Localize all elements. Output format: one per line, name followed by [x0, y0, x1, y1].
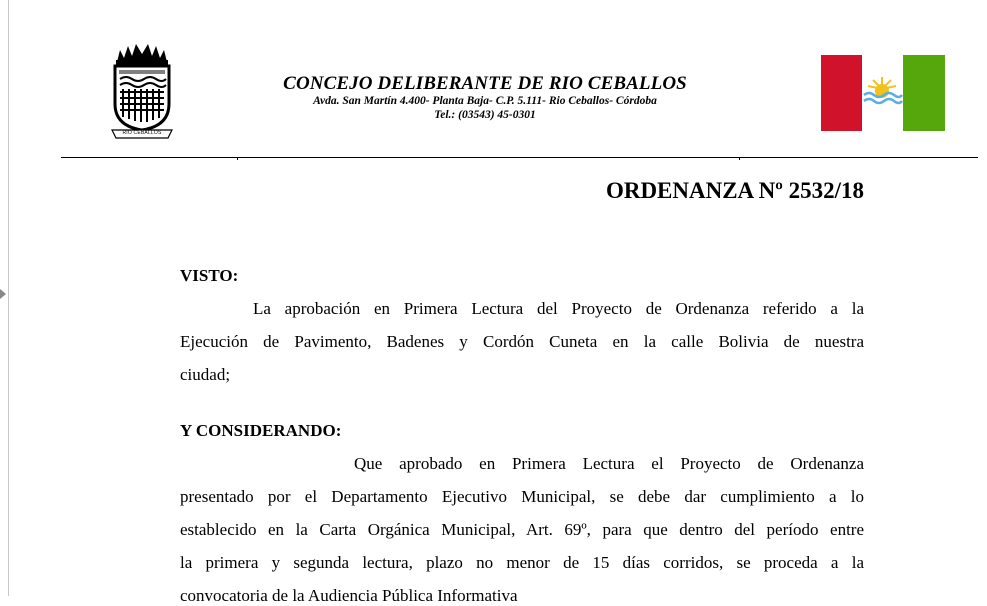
page-left-border	[8, 0, 9, 596]
considerando-line: la primera y segunda lectura, plazo no menor de 15 días corridos, se proceda a la	[180, 553, 864, 572]
visto-line: Ejecución de Pavimento, Badenes y Cordón Cuneta en la calle Bolivia de nuestra	[180, 332, 864, 351]
org-address: Avda. San Martín 4.400- Planta Baja- C.P. 5.111- Rio Ceballos- Córdoba	[313, 95, 657, 107]
considerando-line: Que aprobado en Primera Lectura el Proyecto de Ordenanza	[354, 454, 864, 473]
ruler-tick	[237, 157, 238, 160]
visto-heading: VISTO:	[180, 266, 239, 285]
visto-line: ciudad;	[180, 365, 231, 384]
scroll-arrow-icon[interactable]	[0, 289, 6, 299]
considerando-heading: Y CONSIDERANDO:	[180, 421, 342, 440]
considerando-line: establecido en la Carta Orgánica Municipal, Art. 69º, para que dentro del período entre	[180, 520, 864, 539]
header-divider	[61, 157, 978, 158]
visto-line: La aprobación en Primera Lectura del Proyecto de Ordenanza referido a la	[253, 299, 864, 318]
org-phone: Tel.: (03543) 45-0301	[434, 109, 536, 121]
ordinance-title: ORDENANZA Nº 2532/18	[605, 178, 864, 203]
considerando-line: convocatoria de la Audiencia Pública Informativa	[180, 586, 518, 605]
org-name: CONCEJO DELIBERANTE DE RIO CEBALLOS	[283, 73, 687, 94]
ruler-tick	[739, 157, 740, 160]
considerando-line: presentado por el Departamento Ejecutivo Municipal, se debe dar cumplimiento a lo	[180, 487, 864, 506]
city-flag-icon	[821, 55, 945, 131]
crest-caption: RIO CEBALLOS	[122, 130, 162, 136]
municipal-crest-icon	[110, 42, 174, 140]
